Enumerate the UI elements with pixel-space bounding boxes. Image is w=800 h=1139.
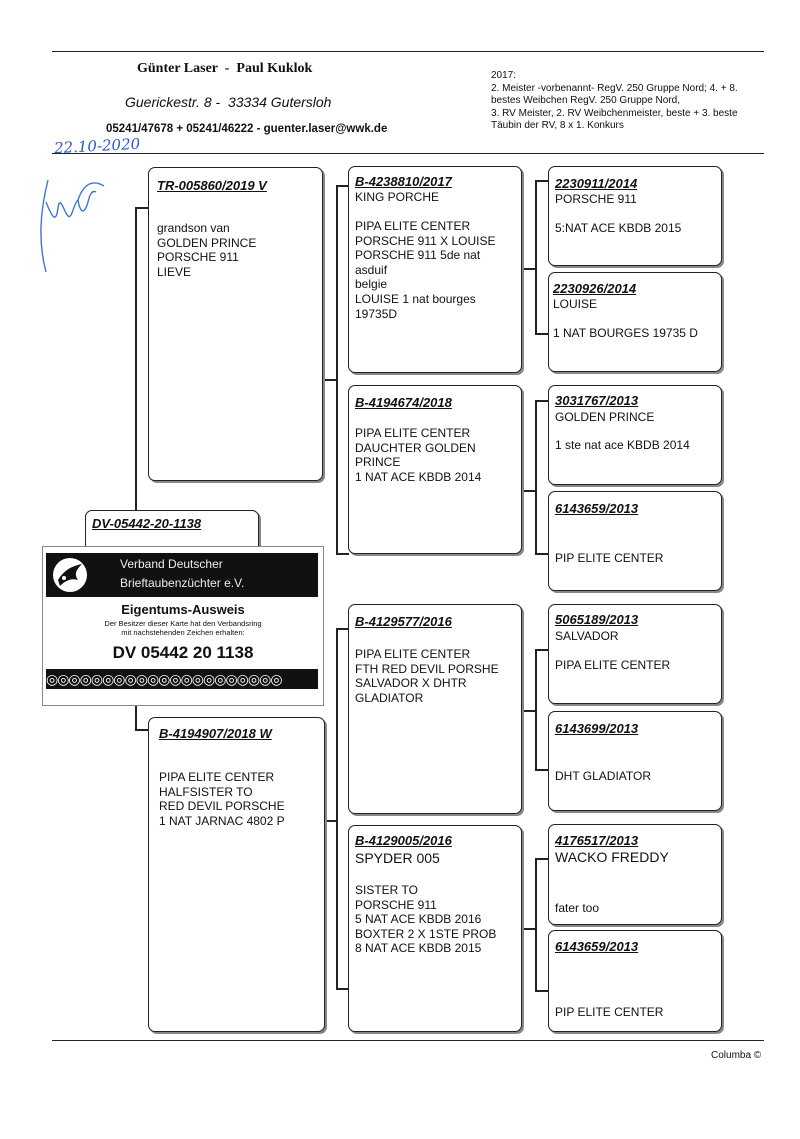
card-subtitle: Der Besitzer dieser Karte hat den Verbandsring mit nachstehenden Zeichen erhalten: <box>104 619 262 637</box>
sss-description: 5:NAT ACE KBDB 2015 <box>555 221 682 235</box>
dss-description: PIPA ELITE CENTER <box>555 658 671 672</box>
connector <box>535 858 537 992</box>
dss-ring: 5065189/2013 <box>555 612 639 627</box>
owner-names: Günter Laser - Paul Kuklok <box>137 61 313 76</box>
ddd-box <box>548 930 722 1032</box>
card-banner <box>46 553 318 597</box>
owner-contact: 05241/47678 + 05241/46222 - guenter.laser@wwk.de <box>106 123 388 135</box>
sire-box <box>148 167 323 481</box>
ss-box <box>348 166 522 373</box>
achievement-line: 3. RV Meister, 2. RV Weibchenmeister, beste + 3. beste <box>491 107 738 119</box>
ddd-ring: 6143659/2013 <box>555 939 639 954</box>
card-org-line-1: Verband Deutscher <box>120 557 223 571</box>
connector <box>535 769 548 771</box>
connector <box>535 553 548 555</box>
dsd-box <box>548 711 722 811</box>
sss-name: PORSCHE 911 <box>555 192 637 206</box>
achievement-line: 2. Meister -vorbenannt- RegV. 250 Gruppe Nord; 4. + 8. <box>491 82 738 94</box>
connector <box>321 379 337 381</box>
handwritten-date: 22.10-2020 <box>53 134 141 158</box>
sds-ring: 3031767/2013 <box>555 393 639 408</box>
signature-icon <box>34 172 114 282</box>
card-number: DV 05442 20 1138 <box>112 643 254 662</box>
dsd-description: DHT GLADIATOR <box>555 769 652 783</box>
connector <box>535 333 548 335</box>
ss-name: KING PORCHE <box>355 190 440 204</box>
dd-box <box>348 825 522 1032</box>
connector <box>135 729 149 731</box>
footer-credit: Columba © <box>711 1050 762 1061</box>
dss-box <box>548 604 722 704</box>
dam-box <box>148 717 325 1032</box>
dam-description: PIPA ELITE CENTER HALFSISTER TO RED DEVIL PORSCHE 1 NAT JARNAC 4802 P <box>159 770 285 828</box>
achievement-line: 2017: <box>491 70 517 81</box>
card-pattern-strip: ◎◎◎◎◎◎◎◎◎◎◎◎◎◎◎◎◎◎◎◎◎ <box>46 669 318 689</box>
dds-ring: 4176517/2013 <box>555 833 639 848</box>
sire-ring: TR-005860/2019 V <box>157 178 267 193</box>
connector <box>535 400 548 402</box>
sd-ring: B-4194674/2018 <box>355 395 452 410</box>
connector <box>520 490 536 492</box>
ssd-description: 1 NAT BOURGES 19735 D <box>553 326 698 340</box>
sdd-box <box>548 491 722 591</box>
sds-box <box>548 385 722 485</box>
achievement-line: Täubin der RV, 8 x 1. Konkurs <box>491 120 624 131</box>
ssd-box <box>548 272 722 372</box>
connector <box>535 990 548 992</box>
dd-description: SISTER TO PORSCHE 911 5 NAT ACE KBDB 2016 BOXTER 2 X 1STE PROB 8 NAT ACE KBDB 2015 <box>355 883 497 956</box>
dds-box <box>548 824 722 925</box>
dd-ring: B-4129005/2016 <box>355 833 452 848</box>
sd-box <box>348 385 522 554</box>
connector <box>336 185 338 555</box>
ownership-card <box>42 546 324 706</box>
sdd-description: PIP ELITE CENTER <box>555 551 664 565</box>
connector <box>535 858 548 860</box>
subject-ring: DV-05442-20-1138 <box>92 516 202 531</box>
owner-address: Guerickestr. 8 - 33334 Gutersloh <box>125 94 332 110</box>
sss-ring: 2230911/2014 <box>555 176 638 191</box>
sd-description: PIPA ELITE CENTER DAUCHTER GOLDEN PRINCE 1 NAT ACE KBDB 2014 <box>355 426 482 484</box>
connector <box>336 628 338 990</box>
sdd-ring: 6143659/2013 <box>555 501 639 516</box>
pigeon-logo-icon <box>50 556 90 594</box>
sds-description: 1 ste nat ace KBDB 2014 <box>555 438 690 452</box>
ds-ring: B-4129577/2016 <box>355 614 452 629</box>
connector <box>520 710 536 712</box>
sire-description: grandson van GOLDEN PRINCE PORSCHE 911 LIEVE <box>157 221 257 279</box>
connector <box>323 820 337 822</box>
sss-box <box>548 166 722 266</box>
achievements <box>491 70 738 133</box>
footer-rule <box>52 1040 764 1041</box>
sds-name: GOLDEN PRINCE <box>555 410 655 424</box>
connector <box>520 928 536 930</box>
ssd-name: LOUISE <box>553 297 598 311</box>
card-title: Eigentums-Ausweis <box>121 602 245 617</box>
dd-name: SPYDER 005 <box>355 850 440 866</box>
ssd-ring: 2230926/2014 <box>553 281 637 296</box>
connector <box>135 207 149 209</box>
dds-name: WACKO FREDDY <box>555 849 669 865</box>
connector <box>535 180 537 335</box>
ddd-description: PIP ELITE CENTER <box>555 1005 664 1019</box>
ss-description: PIPA ELITE CENTER PORSCHE 911 X LOUISE PORSCHE 911 5de nat asduif belgie LOUISE 1 nat bourges 19735D <box>355 219 496 321</box>
header-top-rule <box>52 51 764 52</box>
dss-name: SALVADOR <box>555 629 619 643</box>
dsd-ring: 6143699/2013 <box>555 721 639 736</box>
connector <box>535 180 548 182</box>
card-org-line-2: Brieftaubenzüchter e.V. <box>120 576 245 590</box>
ds-box <box>348 604 522 814</box>
dds-description: fater too <box>555 901 600 915</box>
connector <box>535 400 537 555</box>
dam-ring: B-4194907/2018 W <box>159 726 272 741</box>
ss-ring: B-4238810/2017 <box>355 174 452 189</box>
header-bottom-rule <box>52 153 764 154</box>
connector <box>520 268 536 270</box>
achievement-line: bestes Weibchen RegV. 250 Gruppe Nord, <box>491 95 681 106</box>
connector <box>336 553 349 555</box>
ds-description: PIPA ELITE CENTER FTH RED DEVIL PORSHE SALVADOR X DHTR GLADIATOR <box>355 647 499 705</box>
connector <box>535 649 548 651</box>
